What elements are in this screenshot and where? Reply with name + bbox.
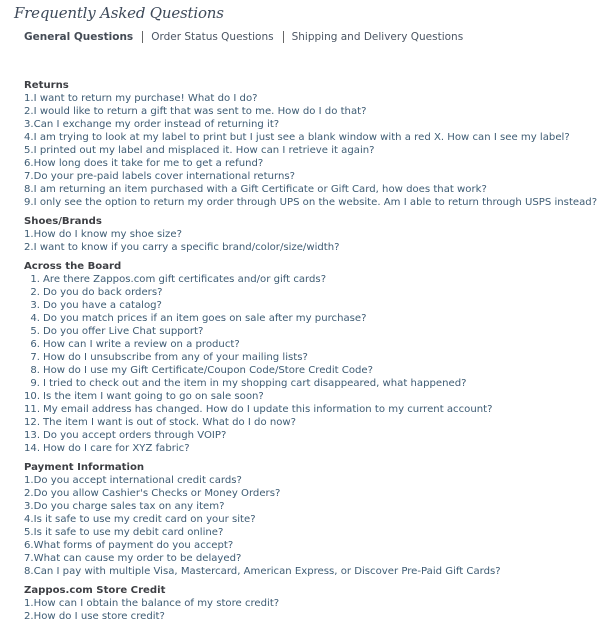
question-text: How can I write a review on a product? [43, 339, 240, 350]
question-link[interactable] [24, 131, 615, 144]
question-number: 9. [24, 197, 34, 208]
tab-shipping-delivery-questions[interactable]: Shipping and Delivery Questions [291, 31, 464, 43]
question-number: 2. [24, 488, 34, 499]
question-text: Do you do back orders? [43, 287, 163, 298]
question-text: Do you have a catalog? [43, 300, 162, 311]
question-number: 2. [30, 287, 40, 298]
tab-divider [283, 31, 284, 43]
question-number: 1. [24, 93, 34, 104]
question-number: 9. [30, 378, 40, 389]
question-text: I would like to return a gift that was sent to me. How do I do that? [33, 106, 367, 117]
question-number: 7. [24, 171, 34, 182]
question-text: Is it safe to use my debit card online? [33, 527, 224, 538]
question-number: 6. [24, 540, 34, 551]
question-text: Do you accept international credit cards? [33, 475, 242, 486]
question-text: I tried to check out and the item in my shopping cart disappeared, what happened? [43, 378, 467, 389]
question-link[interactable] [24, 105, 615, 118]
question-link[interactable] [24, 183, 615, 196]
question-link[interactable] [24, 351, 615, 364]
question-link[interactable] [24, 526, 615, 539]
question-number: 1. [24, 229, 34, 240]
tab-divider [142, 31, 143, 43]
question-text: How do I know my shoe size? [33, 229, 182, 240]
question-link[interactable] [24, 416, 615, 429]
question-text: Do your pre-paid labels cover international returns? [33, 171, 295, 182]
question-link[interactable] [24, 364, 615, 377]
question-link[interactable] [24, 377, 615, 390]
question-number: 8. [30, 365, 40, 376]
question-link[interactable] [24, 325, 615, 338]
question-number: 14. [24, 443, 41, 454]
question-text: How long does it take for me to get a refund? [33, 158, 264, 169]
faq-section [24, 79, 615, 209]
question-number: 4. [30, 313, 40, 324]
question-link[interactable] [24, 500, 615, 513]
question-link[interactable] [24, 338, 615, 351]
faq-section [24, 584, 615, 623]
question-link[interactable] [24, 299, 615, 312]
question-link[interactable] [24, 157, 615, 170]
question-link[interactable] [24, 442, 615, 455]
question-link[interactable] [24, 474, 615, 487]
question-text: Are there Zappos.com gift certificates and/or gift cards? [43, 274, 327, 285]
question-text: I want to know if you carry a specific brand/color/size/width? [33, 242, 340, 253]
question-number: 5. [24, 145, 34, 156]
question-text: I printed out my label and misplaced it. How can I retrieve it again? [33, 145, 375, 156]
question-text: I only see the option to return my order through UPS on the website. Am I able to return through USPS instead? [33, 197, 598, 208]
question-link[interactable] [24, 429, 615, 442]
question-link[interactable] [24, 286, 615, 299]
question-number: 13. [24, 430, 41, 441]
question-number: 10. [24, 391, 41, 402]
question-text: Is it safe to use my credit card on your site? [33, 514, 256, 525]
question-number: 11. [24, 404, 41, 415]
question-number: 3. [24, 119, 34, 130]
question-number: 5. [24, 527, 34, 538]
question-text: Do you accept orders through VOIP? [43, 430, 227, 441]
question-number: 1. [24, 475, 34, 486]
question-text: What can cause my order to be delayed? [33, 553, 242, 564]
question-text: How do I care for XYZ fabric? [43, 443, 190, 454]
question-number: 4. [24, 132, 34, 143]
question-number: 6. [30, 339, 40, 350]
question-number: 7. [24, 553, 34, 564]
question-number: 8. [24, 184, 34, 195]
question-number: 3. [24, 501, 34, 512]
question-number: 2. [24, 106, 34, 117]
question-text: How do I unsubscribe from any of your mailing lists? [43, 352, 308, 363]
question-number: 1. [30, 274, 40, 285]
question-number: 8. [24, 566, 34, 577]
faq-section [24, 461, 615, 578]
question-number: 3. [30, 300, 40, 311]
question-list [24, 597, 615, 623]
question-link[interactable] [24, 403, 615, 416]
faq-section [24, 215, 615, 254]
section-heading: Across the Board [24, 261, 122, 272]
question-number: 4. [24, 514, 34, 525]
section-heading: Shoes/Brands [24, 216, 102, 227]
question-number: 5. [30, 326, 40, 337]
question-number: 2. [24, 242, 34, 253]
faq-category-tabs [24, 31, 463, 43]
question-link[interactable] [24, 228, 615, 241]
tab-general-questions[interactable]: General Questions [24, 31, 134, 43]
question-link[interactable] [24, 610, 615, 623]
question-text: Can I pay with multiple Visa, Mastercard, American Express, or Discover Pre-Paid Gift Cards? [33, 566, 501, 577]
question-list [24, 273, 615, 455]
question-text: I am returning an item purchased with a Gift Certificate or Gift Card, how does that work? [33, 184, 487, 195]
question-link[interactable] [24, 597, 615, 610]
question-link[interactable] [24, 241, 615, 254]
question-list [24, 474, 615, 578]
question-link[interactable] [24, 312, 615, 325]
question-text: How do I use my Gift Certificate/Coupon Code/Store Credit Code? [43, 365, 373, 376]
question-number: 12. [24, 417, 41, 428]
faq-content [24, 79, 615, 629]
question-text: The item I want is out of stock. What do I do now? [43, 417, 297, 428]
question-text: What forms of payment do you accept? [33, 540, 234, 551]
question-link[interactable] [24, 144, 615, 157]
question-text: Is the item I want going to go on sale soon? [43, 391, 264, 402]
question-list [24, 228, 615, 254]
tab-order-status-questions[interactable]: Order Status Questions [151, 31, 274, 43]
question-link[interactable] [24, 513, 615, 526]
question-text: How can I obtain the balance of my store credit? [33, 598, 280, 609]
question-number: 6. [24, 158, 34, 169]
question-text: My email address has changed. How do I update this information to my current account? [43, 404, 493, 415]
question-link[interactable] [24, 487, 615, 500]
question-number: 2. [24, 611, 34, 622]
question-link[interactable] [24, 390, 615, 403]
question-text: Do you match prices if an item goes on sale after my purchase? [43, 313, 367, 324]
faq-section [24, 260, 615, 455]
question-text: Can I exchange my order instead of returning it? [33, 119, 280, 130]
question-text: Do you charge sales tax on any item? [33, 501, 225, 512]
section-heading: Returns [24, 80, 69, 91]
page-title: Frequently Asked Questions [14, 4, 224, 22]
question-link[interactable] [24, 273, 615, 286]
question-text: Do you allow Cashier's Checks or Money Orders? [33, 488, 281, 499]
question-link[interactable] [24, 539, 615, 552]
question-link[interactable] [24, 118, 615, 131]
question-number: 7. [30, 352, 40, 363]
question-text: Do you offer Live Chat support? [43, 326, 204, 337]
question-link[interactable] [24, 170, 615, 183]
question-link[interactable] [24, 552, 615, 565]
question-text: How do I use store credit? [33, 611, 165, 622]
question-text: I want to return my purchase! What do I do? [33, 93, 258, 104]
question-link[interactable] [24, 196, 615, 209]
section-heading: Zappos.com Store Credit [24, 585, 166, 596]
section-heading: Payment Information [24, 462, 145, 473]
question-text: I am trying to look at my label to print but I just see a blank window with a red X. How can I see my label? [33, 132, 570, 143]
question-list [24, 92, 615, 209]
question-link[interactable] [24, 565, 615, 578]
question-number: 1. [24, 598, 34, 609]
question-link[interactable] [24, 92, 615, 105]
